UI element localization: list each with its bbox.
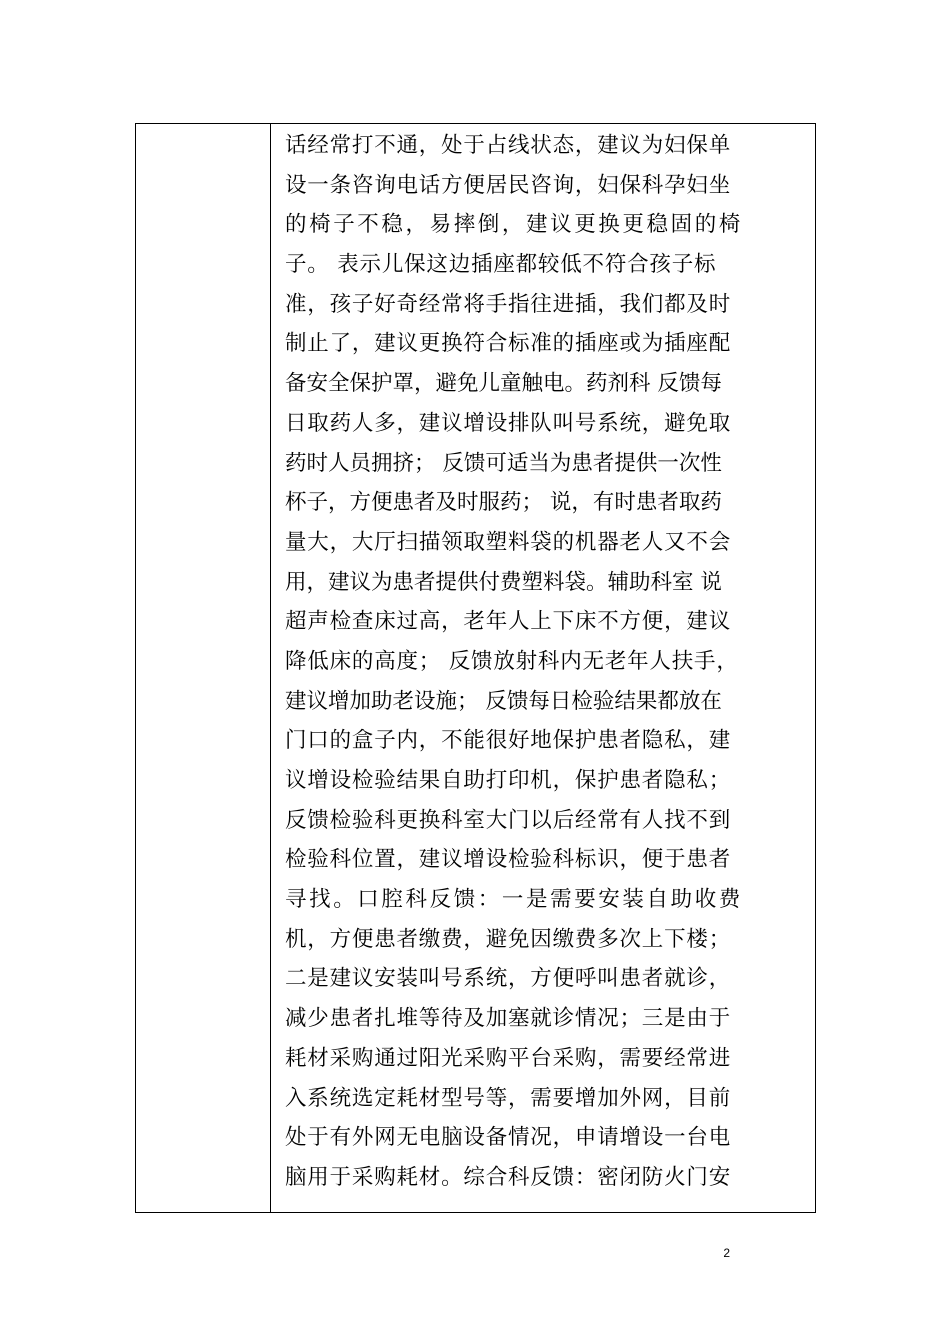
- text-line: 话经常打不通，处于占线状态，建议为妇保单: [285, 133, 732, 158]
- text-line: 反馈检验科更换科室大门以后经常有人找不到: [285, 807, 732, 833]
- text-line: 检验科位置，建议增设检验科标识，便于患者: [285, 847, 732, 873]
- text-line: 建议增加助老设施； 反馈每日检验结果都放在: [285, 688, 722, 714]
- text-line: 子。 表示儿保这边插座都较低不符合孩子标: [285, 252, 717, 278]
- text-line: 降低床的高度； 反馈放射科内无老年人扶手，: [285, 648, 739, 674]
- table-right-column: [271, 124, 815, 1212]
- text-line: 的椅子不稳，易摔倒，建议更换更稳固的椅: [285, 212, 743, 238]
- text-line: 门口的盒子内，不能很好地保护患者隐私，建: [285, 728, 732, 754]
- text-line: 日取药人多，建议增设排队叫号系统，避免取: [285, 410, 732, 436]
- text-line: 机，方便患者缴费，避免因缴费多次上下楼；: [285, 926, 732, 952]
- text-line: 入系统选定耗材型号等，需要增加外网，目前: [285, 1085, 732, 1111]
- text-line: 议增设检验结果自助打印机，保护患者隐私；: [285, 768, 732, 793]
- text-line: 减少患者扎堆等待及加塞就诊情况；三是由于: [285, 1006, 732, 1032]
- table-left-column: [136, 124, 271, 1212]
- text-line: 用，建议为患者提供付费塑料袋。辅助科室 说: [285, 569, 722, 595]
- text-line: 杯子，方便患者及时服药； 说，有时患者取药: [285, 490, 722, 516]
- document-table: [135, 123, 816, 1213]
- text-line: 准，孩子好奇经常将手指往进插，我们都及时: [285, 291, 732, 317]
- text-line: 脑用于采购耗材。综合科反馈：密闭防火门安: [285, 1164, 732, 1190]
- text-line: 处于有外网无电脑设备情况，申请增设一台电: [285, 1125, 732, 1151]
- text-line: 制止了，建议更换符合标准的插座或为插座配: [285, 331, 732, 357]
- text-line: 量大，大厅扫描领取塑料袋的机器老人又不会: [285, 529, 732, 555]
- text-line: 超声检查床过高，老年人上下床不方便，建议: [285, 609, 732, 635]
- page-number: 2: [723, 1246, 730, 1260]
- text-line: 寻找。口腔科反馈：一是需要安装自助收费: [285, 887, 743, 913]
- text-line: 耗材采购通过阳光采购平台采购，需要经常进: [285, 1045, 732, 1071]
- text-line: 二是建议安装叫号系统，方便呼叫患者就诊，: [285, 966, 732, 992]
- text-line: 设一条咨询电话方便居民咨询，妇保科孕妇坐: [285, 172, 732, 198]
- text-line: 备安全保护罩，避免儿童触电。药剂科 反馈每: [285, 371, 722, 397]
- text-line: 药时人员拥挤； 反馈可适当为患者提供一次性: [285, 450, 722, 476]
